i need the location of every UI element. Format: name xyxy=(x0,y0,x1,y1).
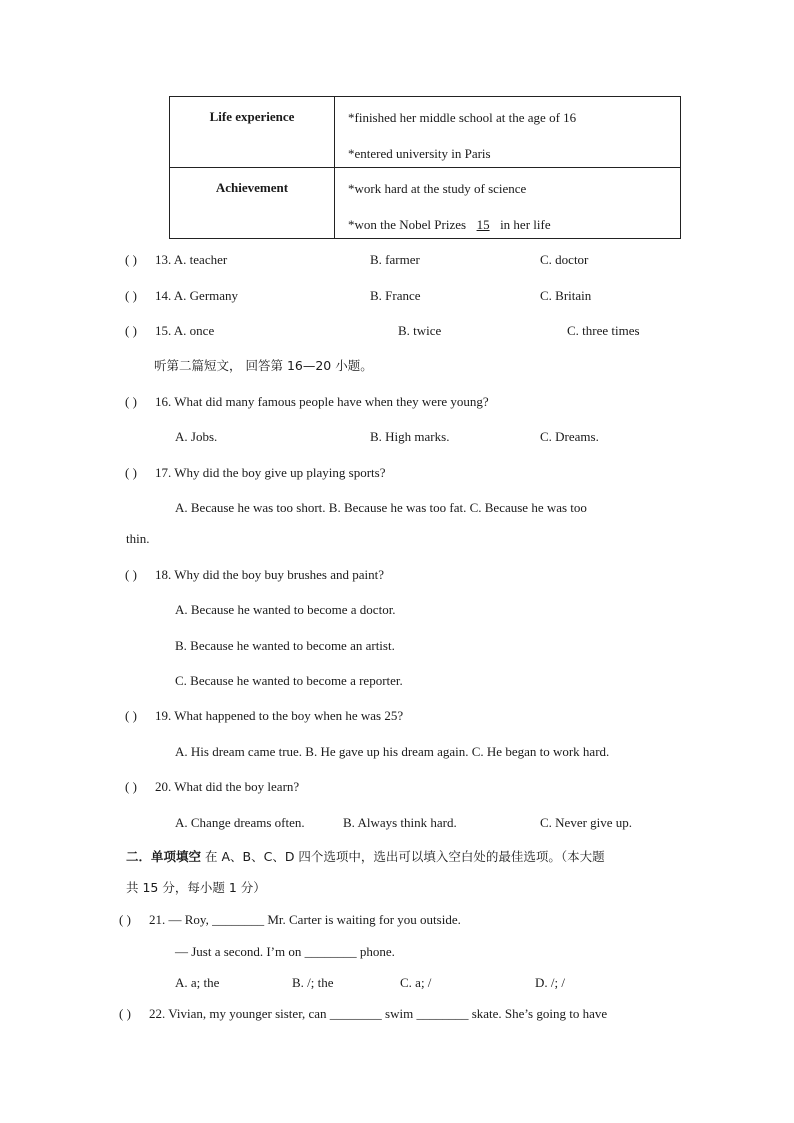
answer-paren: ( ) xyxy=(125,288,137,303)
table-content-cell xyxy=(335,97,681,168)
question-18: ( ) 18. Why did the boy buy brushes and paint? xyxy=(125,567,385,582)
question-16: ( ) 16. What did many famous people have when they were young? xyxy=(125,394,489,409)
option-b: B. High marks. xyxy=(370,429,450,444)
option-a: A. Because he wanted to become a doctor. xyxy=(175,602,396,617)
question-20: ( ) 20. What did the boy learn? xyxy=(125,779,300,794)
option-b: B. Always think hard. xyxy=(343,815,457,830)
question-15: ( ) 15. A. once xyxy=(125,323,215,338)
option-c: C. Never give up. xyxy=(540,815,633,830)
answer-blank: 15 xyxy=(476,217,490,232)
option-b: B. /; the xyxy=(292,975,334,990)
table-row xyxy=(170,97,681,168)
answer-paren: ( ) xyxy=(125,779,137,794)
table-line: *won the Nobel Prizes 15 in her life xyxy=(348,217,551,232)
question-14: ( ) 14. A. Germany xyxy=(125,288,239,303)
answer-paren: ( ) xyxy=(119,1006,131,1021)
option-a: A. Jobs. xyxy=(175,429,218,444)
table-row xyxy=(170,168,681,239)
option-c: C. Dreams. xyxy=(540,429,599,444)
section-intro: 听第二篇短文， 回答第 16—20 小题。 xyxy=(154,358,373,373)
option-b: B. twice xyxy=(398,323,442,338)
option-a: A. a; the xyxy=(175,975,220,990)
dialogue-reply: — Just a second. I’m on ________ phone. xyxy=(175,944,395,959)
options-line: A. His dream came true. B. He gave up his dream again. C. He began to work hard. xyxy=(175,744,610,759)
option-c: C. Because he wanted to become a reporter. xyxy=(175,673,403,688)
option-b: B. farmer xyxy=(370,252,420,267)
answer-paren: ( ) xyxy=(119,912,131,927)
question-21: ( ) 21. — Roy, ________ Mr. Carter is waiting for you outside. xyxy=(119,912,461,927)
option-b: B. France xyxy=(370,288,421,303)
info-table xyxy=(169,96,681,239)
table-label-cell: Achievement xyxy=(170,168,335,239)
answer-paren: ( ) xyxy=(125,465,137,480)
answer-paren: ( ) xyxy=(125,394,137,409)
options-continued: thin. xyxy=(126,531,150,546)
option-b: B. Because he wanted to become an artist. xyxy=(175,638,395,653)
table-line: *entered university in Paris xyxy=(348,146,491,161)
question-19: ( ) 19. What happened to the boy when he was 25? xyxy=(125,708,404,723)
option-c: C. doctor xyxy=(540,252,589,267)
part-heading: 二．单项填空 在 A、B、C、D 四个选项中，选出可以填入空白处的最佳选项。（本大题 xyxy=(126,849,605,864)
option-d: D. /; / xyxy=(535,975,565,990)
option-c: C. a; / xyxy=(400,975,432,990)
table-line: *finished her middle school at the age of 16 xyxy=(348,110,577,125)
option-a: A. Change dreams often. xyxy=(175,815,305,830)
question-22: ( ) 22. Vivian, my younger sister, can ________ swim ________ skate. She’s going to have xyxy=(119,1006,608,1021)
question-17: ( ) 17. Why did the boy give up playing sports? xyxy=(125,465,386,480)
table-line: *work hard at the study of science xyxy=(348,181,527,196)
table-content-cell xyxy=(335,168,681,239)
option-c: C. three times xyxy=(567,323,640,338)
question-13: ( ) 13. A. teacher xyxy=(125,252,228,267)
answer-paren: ( ) xyxy=(125,252,137,267)
answer-paren: ( ) xyxy=(125,708,137,723)
part-heading-continued: 共 15 分，每小题 1 分） xyxy=(126,880,266,895)
answer-paren: ( ) xyxy=(125,323,137,338)
options-line: A. Because he was too short. B. Because he was too fat. C. Because he was too xyxy=(175,500,587,515)
answer-paren: ( ) xyxy=(125,567,137,582)
table-label-cell: Life experience xyxy=(170,97,335,168)
option-c: C. Britain xyxy=(540,288,592,303)
